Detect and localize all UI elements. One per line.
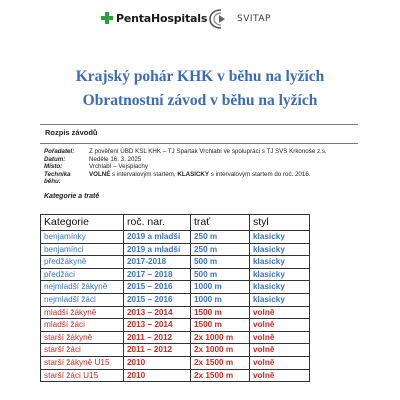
table-row <box>41 268 310 281</box>
divider-top <box>40 124 358 125</box>
svitap-emblem-icon <box>208 8 234 30</box>
header-rocnik: roč. nar. <box>124 215 191 231</box>
categories-table <box>40 214 310 382</box>
table-row <box>41 319 310 332</box>
info-value <box>89 171 310 179</box>
info-row-date <box>44 156 327 164</box>
green-cross-icon <box>100 11 114 25</box>
distance-cell: 2x 1500 m <box>191 369 250 382</box>
style-cell: volně <box>250 331 310 344</box>
category-cell: starší žáci U15 <box>41 369 124 382</box>
info-key: Místo: <box>44 163 63 171</box>
categories-label: Kategorie a tratě <box>44 193 100 200</box>
subtitle: Obratnostní závod v běhu na lyžích <box>82 92 318 109</box>
technique-free: VOLNÉ <box>89 170 111 178</box>
table-row <box>41 243 310 256</box>
year-cell: 2019 a mladší <box>124 231 191 244</box>
category-cell: předžáci <box>41 268 124 281</box>
category-cell: předžákyně <box>41 256 124 269</box>
category-cell: benjamínky <box>41 231 124 244</box>
category-cell: starší žáci <box>41 344 124 357</box>
distance-cell: 1500 m <box>191 319 250 332</box>
technique-classic: KLASICKY <box>177 170 210 178</box>
pentahospitals-logo <box>100 11 207 25</box>
style-cell: volně <box>250 306 310 319</box>
svitap-logo <box>208 8 271 30</box>
header-kategorie: Kategorie <box>41 215 124 231</box>
style-cell: volně <box>250 356 310 369</box>
technique-mid: s intervalovým startem, <box>110 170 178 178</box>
year-cell: 2011 – 2012 <box>124 331 191 344</box>
distance-cell: 250 m <box>191 243 250 256</box>
info-row-organizer <box>44 148 327 156</box>
info-value: Vrchlabí – Vejsplachy <box>89 163 148 171</box>
style-cell: volně <box>250 344 310 357</box>
distance-cell: 250 m <box>191 231 250 244</box>
distance-cell: 2x 1000 m <box>191 344 250 357</box>
info-row-place <box>44 163 327 171</box>
year-cell: 2013 – 2014 <box>124 306 191 319</box>
style-cell: klasicky <box>250 256 310 269</box>
year-cell: 2011 – 2012 <box>124 344 191 357</box>
info-block <box>44 148 327 186</box>
distance-cell: 2x 1500 m <box>191 356 250 369</box>
table-row <box>41 293 310 306</box>
logo-bar <box>0 8 400 34</box>
year-cell: 2015 – 2016 <box>124 293 191 306</box>
category-cell: starší žákyně U15 <box>41 356 124 369</box>
category-cell: mladší žákyně <box>41 306 124 319</box>
divider-bottom <box>40 143 358 144</box>
style-cell: klasicky <box>250 268 310 281</box>
main-title: Krajský pohár KHK v běhu na lyžích <box>75 68 325 85</box>
table-row <box>41 356 310 369</box>
info-key: Technika běhu: <box>44 170 71 186</box>
table-row <box>41 256 310 269</box>
table-row <box>41 331 310 344</box>
table-row <box>41 231 310 244</box>
style-cell: klasicky <box>250 293 310 306</box>
distance-cell: 1500 m <box>191 306 250 319</box>
style-cell: volně <box>250 369 310 382</box>
distance-cell: 500 m <box>191 256 250 269</box>
category-cell: starší žákyně <box>41 331 124 344</box>
year-cell: 2017 – 2018 <box>124 268 191 281</box>
table-row <box>41 306 310 319</box>
year-cell: 2019 a mladší <box>124 243 191 256</box>
info-value: Neděle 16. 3. 2025 <box>89 155 142 163</box>
year-cell: 2017-2018 <box>124 256 191 269</box>
style-cell: klasicky <box>250 231 310 244</box>
info-key: Pořadatel: <box>44 148 75 155</box>
section-label: Rozpis závodů <box>45 128 98 137</box>
distance-cell: 1000 m <box>191 293 250 306</box>
year-cell: 2013 – 2014 <box>124 319 191 332</box>
year-cell: 2010 <box>124 369 191 382</box>
distance-cell: 2x 1000 m <box>191 331 250 344</box>
technique-end: s intervalovým startem do roč. 2016. <box>209 170 311 178</box>
pentahospitals-logo-text: PentaHospitals <box>116 11 208 25</box>
style-cell: klasicky <box>250 243 310 256</box>
table-header-row <box>41 215 310 231</box>
category-cell: nejmladší žáci <box>41 293 124 306</box>
info-value: Z pověření ÚBD KSL KHK – TJ Spartak Vrchlabí ve spolupráci s TJ SVS Krkonoše z.s. <box>89 148 327 155</box>
distance-cell: 1000 m <box>191 281 250 294</box>
style-cell: volně <box>250 319 310 332</box>
table-row <box>41 344 310 357</box>
year-cell: 2015 – 2016 <box>124 281 191 294</box>
style-cell: klasicky <box>250 281 310 294</box>
distance-cell: 500 m <box>191 268 250 281</box>
table-row <box>41 369 310 382</box>
header-trat: trať <box>191 215 250 231</box>
svitap-logo-text: SVITAP <box>237 14 271 24</box>
info-row-technique <box>44 170 327 186</box>
info-key: Datum: <box>44 155 66 163</box>
category-cell: nejmladší žákyně <box>41 281 124 294</box>
year-cell: 2010 <box>124 356 191 369</box>
category-cell: mladší žáci <box>41 319 124 332</box>
table-row <box>41 281 310 294</box>
category-cell: benjamínci <box>41 243 124 256</box>
header-styl: styl <box>250 215 310 231</box>
